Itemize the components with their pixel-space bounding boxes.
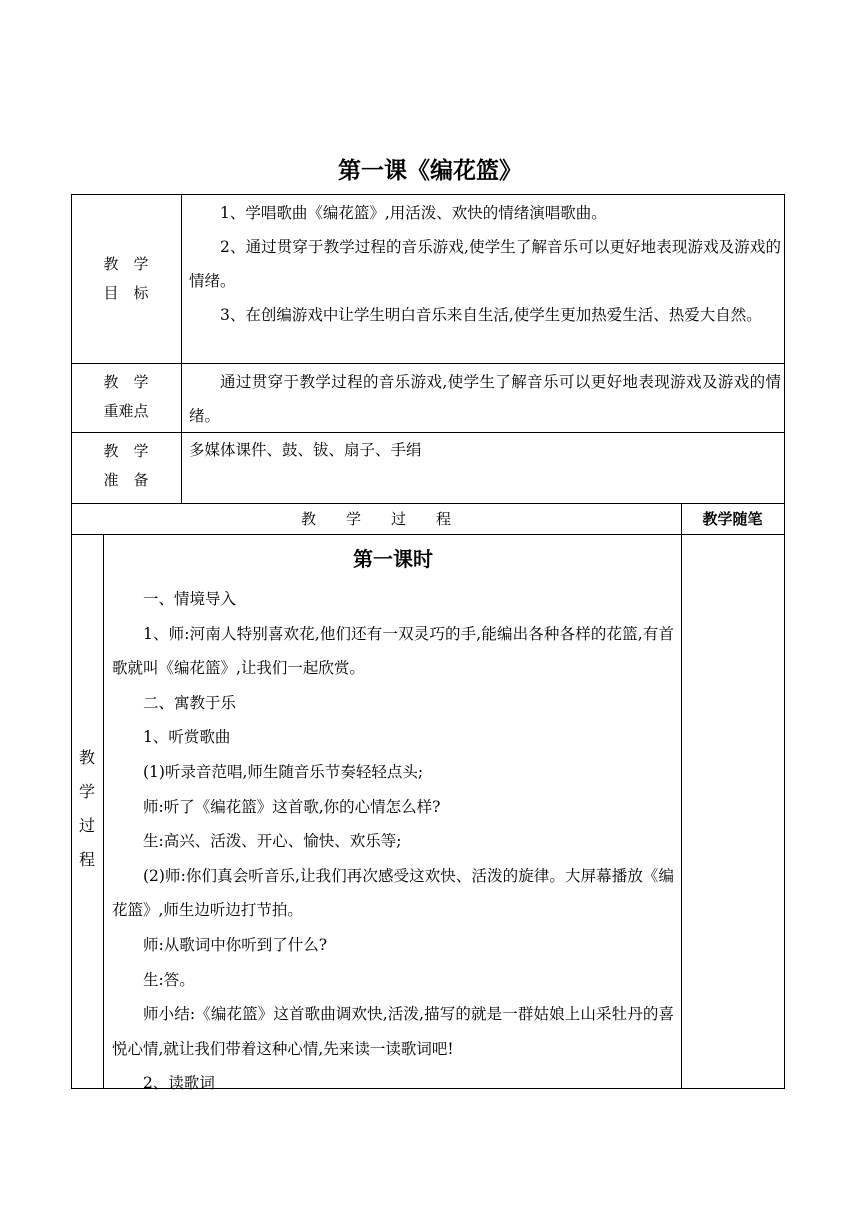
lesson-line: 生:高兴、活泼、开心、愉快、欢乐等; [143, 832, 402, 851]
lesson-line: 师小结:《编花篮》这首歌曲调欢快,活泼,描写的就是一群姑娘上山采牡丹的喜悦心情,就让我们带着这种心情,先来读一读歌词吧! [112, 1005, 674, 1058]
preparation-content [189, 433, 781, 467]
table-border-top [71, 194, 785, 195]
lesson-line: 师:从歌词中你听到了什么? [143, 935, 328, 954]
table-border-right [784, 194, 785, 1089]
key-points-text: 通过贯穿于教学过程的音乐游戏,使学生了解音乐可以更好地表现游戏及游戏的情绪。 [189, 373, 781, 425]
page-title: 第一课《编花篮》 [338, 158, 522, 184]
process-label [71, 741, 103, 877]
notes-header: 教学随笔 [702, 510, 763, 528]
objective-item: 1、学唱歌曲《编花篮》,用活泼、欢快的情绪演唱歌曲。 [220, 204, 607, 222]
label-column-divider [181, 194, 182, 503]
lesson-line: 1、师:河南人特别喜欢花,他们还有一双灵巧的手,能编出各种各样的花篮,有首歌就叫《编花篮》,让我们一起欣赏。 [112, 624, 674, 678]
objective-item: 2、通过贯穿于教学过程的音乐游戏,使学生了解音乐可以更好地表现游戏及游戏的情绪。 [189, 238, 781, 290]
lesson-line: 生:答。 [143, 970, 195, 989]
label-line: 目 标 [103, 284, 149, 302]
lesson-line: 师:听了《编花篮》这首歌,你的心情怎么样? [143, 797, 441, 816]
label-line: 教 学 [103, 373, 149, 391]
lesson-line: 二、寓教于乐 [143, 693, 237, 712]
key-points-content [189, 365, 781, 433]
label-line: 重难点 [103, 402, 149, 420]
preparation-label [71, 437, 181, 495]
label-char: 程 [78, 850, 95, 869]
label-char: 过 [78, 816, 95, 835]
lesson-line: 1、听赏歌曲 [143, 728, 231, 747]
key-points-label [71, 368, 181, 426]
objective-item: 3、在创编游戏中让学生明白音乐来自生活,使学生更加热爱生活、热爱大自然。 [220, 306, 762, 324]
lesson-heading: 第一课时 [353, 547, 433, 571]
process-label-divider [103, 534, 104, 1088]
process-header: 教 学 过 程 [300, 510, 451, 528]
table-border-left [71, 194, 72, 1089]
label-char: 教 [78, 748, 95, 767]
lesson-content [112, 540, 674, 1101]
label-line: 教 学 [103, 442, 149, 460]
lesson-line: (1)听录音范唱,师生随音乐节奏轻轻点头; [143, 762, 424, 781]
objectives-label [71, 250, 181, 308]
label-char: 学 [78, 782, 95, 801]
label-line: 教 学 [103, 255, 149, 273]
notes-column-divider [681, 503, 682, 1088]
row-divider [71, 534, 785, 535]
lesson-line: 2、读歌词 [143, 1074, 215, 1093]
lesson-line: 一、情境导入 [143, 590, 237, 608]
row-divider [71, 363, 785, 364]
objectives-content [189, 196, 781, 332]
preparation-text: 多媒体课件、鼓、钹、扇子、手绢 [189, 441, 422, 459]
label-line: 准 备 [103, 471, 149, 489]
lesson-line: (2)师:你们真会听音乐,让我们再次感受这欢快、活泼的旋律。大屏幕播放《编花篮》,师生边听边打节拍。 [112, 866, 674, 920]
